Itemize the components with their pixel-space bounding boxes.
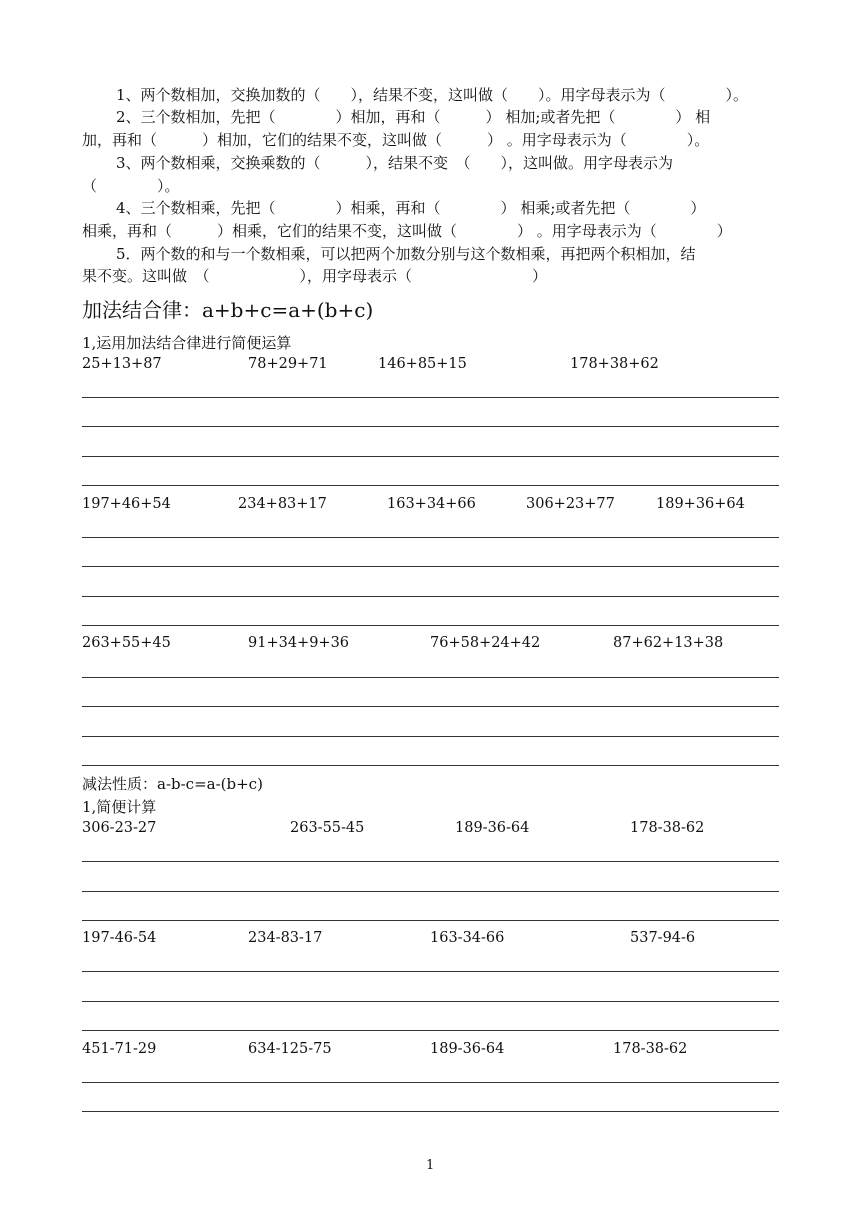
answer-line: [82, 971, 779, 972]
question-5-line-2: 果不变。这叫做 （ ），用字母表示（ ）: [82, 267, 548, 285]
answer-line: [82, 596, 779, 597]
addition-problem: 78+29+71: [248, 356, 328, 372]
answer-line: [82, 861, 779, 862]
addition-problem: 146+85+15: [378, 356, 467, 372]
answer-line: [82, 677, 779, 678]
answer-line: [82, 1001, 779, 1002]
addition-section-title: 加法结合律：a+b+c=a+(b+c): [82, 298, 374, 322]
question-4-line-1: 4、三个数相乘，先把（ ）相乘，再和（ ） 相乘;或者先把（ ）: [116, 199, 706, 217]
subtraction-problem: 178-38-62: [630, 820, 705, 836]
addition-instruction: 1,运用加法结合律进行简便运算: [82, 334, 292, 352]
subtraction-problem: 189-36-64: [455, 820, 530, 836]
subtraction-problem: 451-71-29: [82, 1041, 157, 1057]
addition-problem: 163+34+66: [387, 496, 476, 512]
answer-line: [82, 456, 779, 457]
subtraction-problem: 163-34-66: [430, 930, 505, 946]
addition-problem: 87+62+13+38: [613, 635, 724, 651]
answer-line: [82, 706, 779, 707]
addition-problem: 189+36+64: [656, 496, 745, 512]
answer-line: [82, 736, 779, 737]
question-5-line-1: 5．两个数的和与一个数相乘，可以把两个加数分别与这个数相乘，再把两个积相加，结: [116, 245, 696, 263]
addition-problem: 76+58+24+42: [430, 635, 541, 651]
answer-line: [82, 1082, 779, 1083]
answer-line: [82, 537, 779, 538]
answer-line: [82, 1111, 779, 1112]
subtraction-problem: 634-125-75: [248, 1041, 332, 1057]
subtraction-problem: 189-36-64: [430, 1041, 505, 1057]
question-2-line-2: 加，再和（ ）相加，它们的结果不变，这叫做（ ） 。用字母表示为（ ）。: [82, 131, 710, 149]
addition-problem: 306+23+77: [526, 496, 615, 512]
subtraction-problem: 234-83-17: [248, 930, 323, 946]
answer-line: [82, 566, 779, 567]
answer-line: [82, 397, 779, 398]
subtraction-instruction: 1,简便计算: [82, 798, 157, 816]
subtraction-problem: 197-46-54: [82, 930, 157, 946]
addition-problem: 234+83+17: [238, 496, 327, 512]
subtraction-problem: 306-23-27: [82, 820, 157, 836]
answer-line: [82, 1030, 779, 1031]
addition-problem: 178+38+62: [570, 356, 659, 372]
answer-line: [82, 485, 779, 486]
question-4-line-2: 相乘，再和（ ）相乘，它们的结果不变，这叫做（ ） 。用字母表示为（ ）: [82, 222, 732, 240]
addition-problem: 263+55+45: [82, 635, 171, 651]
answer-line: [82, 920, 779, 921]
addition-problem: 25+13+87: [82, 356, 162, 372]
question-2-line-1: 2、三个数相加，先把（ ）相加，再和（ ） 相加;或者先把（ ） 相: [116, 108, 711, 126]
question-1: 1、两个数相加，交换加数的（ ），结果不变，这叫做（ ）。用字母表示为（ ）。: [116, 86, 749, 104]
subtraction-section-title: 减法性质：a-b-c=a-(b+c): [82, 775, 263, 793]
answer-line: [82, 625, 779, 626]
addition-problem: 197+46+54: [82, 496, 171, 512]
answer-line: [82, 426, 779, 427]
answer-line: [82, 891, 779, 892]
subtraction-problem: 537-94-6: [630, 930, 696, 946]
addition-problem: 91+34+9+36: [248, 635, 350, 651]
question-3-line-1: 3、两个数相乘，交换乘数的（ ），结果不变 （ ），这叫做。用字母表示为: [116, 154, 674, 172]
subtraction-problem: 263-55-45: [290, 820, 365, 836]
answer-line: [82, 765, 779, 766]
question-3-line-2: （ ）。: [82, 177, 180, 195]
subtraction-problem: 178-38-62: [613, 1041, 688, 1057]
page-number: 1: [426, 1158, 435, 1173]
